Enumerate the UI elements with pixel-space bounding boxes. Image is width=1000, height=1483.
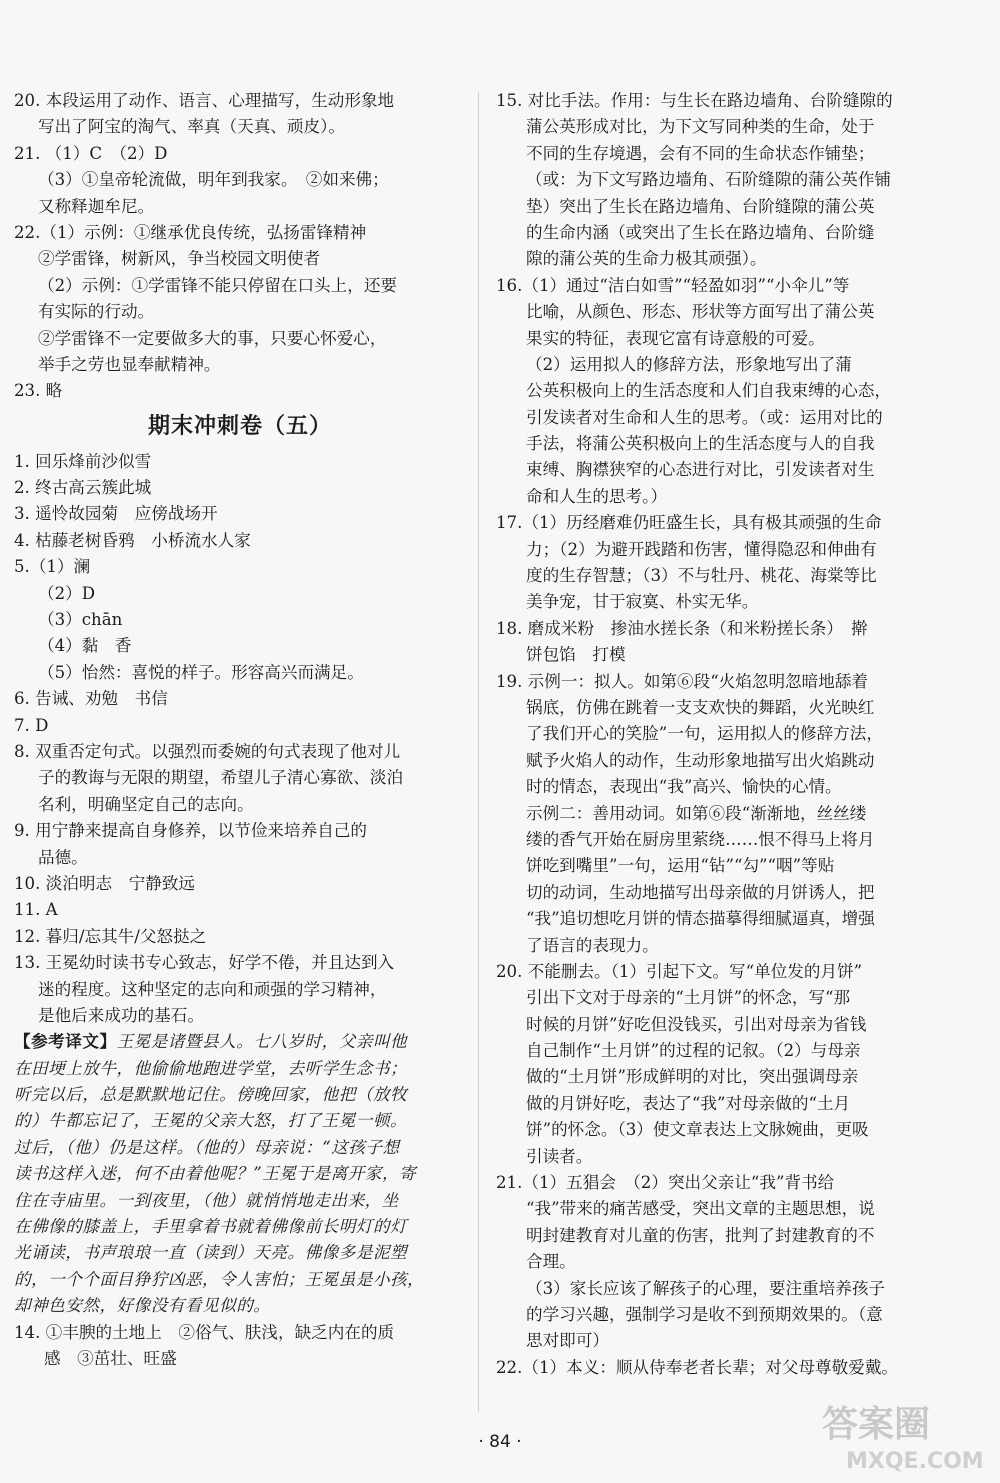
answers-block-prev (14, 88, 466, 405)
answers-block-exam5 (14, 449, 466, 1030)
translation-line: 的，一个个面目狰狞凶恶，令人害怕；王冕虽是小孩， (14, 1269, 425, 1289)
translation-line: 住在寺庙里。一到夜里，（他）就悄悄地走出来，坐 (14, 1190, 399, 1210)
text-line: 饼吃到嘴里”一句，运用“钻”“勾”“咽”等贴 (526, 856, 835, 876)
text-line: 力；（2）为避开践踏和伤害，懂得隐忍和伸曲有 (526, 539, 877, 559)
text-line: 引发读者对生命和人生的思考。（或：运用对比的 (526, 407, 883, 427)
text-line: 自己制作“土月饼”的过程的记叙。（2）与母亲 (526, 1041, 861, 1061)
text-line: 锅底，仿佛在跳着一支支欢快的舞蹈，火光映红 (526, 697, 875, 717)
translation-line: 过后，（他）仍是这样。（他的）母亲说：“这孩子想 (14, 1137, 400, 1157)
text-line: 16.（1）通过“洁白如雪”“轻盈如羽”“小伞儿”等 (496, 275, 850, 295)
text-line: 缕的香气开始在厨房里萦绕……恨不得马上将月 (526, 829, 875, 849)
text-line: 示例二：善用动词。如第⑥段“渐渐地，丝丝缕 (526, 803, 867, 823)
translation-line: 读书这样入迷，何不由着他呢？”王冕于是离开家，寄 (14, 1164, 417, 1184)
text-line: 品德。 (38, 847, 88, 867)
translation-text: 王冕是诸暨县人。七八岁时，父亲叫他 (116, 1032, 408, 1052)
text-line: 20. 本段运用了动作、语言、心理描写，生动形象地 (14, 91, 395, 110)
text-line: “我”带来的痛苦感受，突出文章的主题思想，说 (526, 1199, 875, 1219)
text-line: 束缚、胸襟狭窄的心态进行对比，引发读者对生 (526, 460, 875, 480)
text-line: 7. D (14, 715, 49, 735)
text-line: 果实的特征，表现它富有诗意般的可爱。 (526, 328, 825, 348)
text-line: （2）示例：①学雷锋不能只停留在口头上，还要 (38, 275, 398, 295)
text-line: 了语言的表现力。 (526, 935, 659, 955)
text-line: 是他后来成功的基石。 (38, 1005, 204, 1025)
text-line: 比喻，从颜色、形态、形状等方面写出了蒲公英 (526, 302, 875, 322)
translation-line (14, 1029, 466, 1055)
text-line: 8. 双重否定句式。以强烈而委婉的句式表现了他对儿 (14, 741, 401, 761)
section-title: 期末冲刺卷（五） (147, 413, 332, 439)
text-line: 合理。 (526, 1252, 576, 1272)
text-line: 思对即可） (526, 1331, 609, 1351)
text-line: （2）D (38, 583, 96, 603)
text-line: 赋予火焰人的动作，生动形象地描写出火焰跳动 (526, 750, 875, 770)
text-line: ②学雷锋不一定要做多大的事，只要心怀爱心， (38, 328, 387, 348)
text-line: 18. 磨成米粉 掺油水搓长条（和米粉搓长条） 擀 (496, 618, 868, 638)
translation-line: 在佛像的膝盖上，手里拿着书就着佛像前长明灯的灯 (14, 1217, 408, 1237)
watermark-url: MXQE.COM (846, 1449, 984, 1474)
reference-translation (14, 1029, 466, 1319)
watermark-logo (816, 1392, 992, 1478)
text-line: 美争宠，甘于寂寞、朴实无华。 (526, 592, 759, 612)
text-line: 饼包馅 打模 (526, 645, 626, 665)
text-line: 饼”的怀念。（3）使文章表达上文脉婉曲，更吸 (526, 1120, 869, 1140)
text-line: （5）怡然：喜悦的样子。形容高兴而满足。 (38, 662, 364, 682)
text-line: “我”追切想吃月饼的情态描摹得细腻逼真，增强 (526, 909, 875, 929)
text-line: 度的生存智慧；（3）不与牡丹、桃花、海棠等比 (526, 566, 877, 586)
text-line: 命和人生的思考。） (526, 486, 668, 506)
text-line: 时候的月饼”好吃但没钱买，引出对母亲为省钱 (526, 1014, 867, 1034)
text-line: 2. 终古高云簇此城 (14, 478, 152, 498)
text-line: （2）运用拟人的修辞方法，形象地写出了蒲 (526, 354, 852, 374)
text-line: 的学习兴趣，强制学习是收不到预期效果的。（意 (526, 1304, 883, 1324)
text-line: （3）chān (38, 610, 123, 630)
text-line: 5.（1）澜 (14, 557, 91, 577)
text-line: 子的教诲与无限的期望，希望儿子清心寡欲、淡泊 (38, 768, 404, 788)
text-line: 不同的生存境遇，会有不同的生命状态作铺垫； (526, 143, 875, 163)
text-line: 有实际的行动。 (38, 302, 155, 322)
text-line: 20. 不能删去。（1）引起下文。写“单位发的月饼” (496, 961, 863, 981)
text-line: 的生命内涵（或突出了生长在路边墙角、台阶缝 (526, 222, 875, 242)
text-line: 12. 暮归/忘其牛/父怒挞之 (14, 926, 207, 946)
text-line: 感 ③茁壮、旺盛 (44, 1348, 177, 1368)
left-column (14, 88, 466, 1372)
page-number: · 84 · (478, 1432, 522, 1452)
text-line: 15. 对比手法。作用：与生长在路边墙角、台阶缝隙的 (496, 91, 893, 110)
text-line: 6. 告诫、劝勉 书信 (14, 689, 168, 709)
translation-line: 却神色安然，好像没有看见似的。 (14, 1296, 271, 1316)
text-line: 写出了阿宝的淘气、率真（天真、顽皮）。 (38, 117, 345, 137)
text-line: 21. （1）C （2）D (14, 143, 168, 163)
text-line: 做的月饼好吃，表达了“我”对母亲做的“土月 (526, 1093, 851, 1113)
text-line: 11. A (14, 900, 58, 920)
answers-block-14 (14, 1320, 466, 1373)
translation-line: 听完以后，总是默默地记住。傍晚回家，他把（放牧 (14, 1085, 408, 1105)
text-line: 引读者。 (526, 1146, 593, 1166)
text-line: （或：为下文写路边墙角、石阶缝隙的蒲公英作铺 (526, 170, 892, 190)
text-line: 了我们开心的笑脸”一句，运用拟人的修辞方法， (526, 724, 883, 744)
column-divider (478, 92, 479, 1412)
text-line: （4）黏 香 (38, 636, 132, 656)
text-line: 22.（1）示例：①继承优良传统，弘扬雷锋精神 (14, 222, 367, 242)
text-line: 蒲公英形成对比，为下文写同种类的生命，处于 (526, 117, 875, 137)
text-line: 19. 示例一：拟人。如第⑥段“火焰忽明忽暗地舔着 (496, 671, 869, 691)
translation-line: 在田埂上放牛，他偷偷地跑进学堂，去听学生念书； (14, 1058, 408, 1078)
text-line: 做的“土月饼”形成鲜明的对比，突出强调母亲 (526, 1067, 859, 1087)
text-line: 17.（1）历经磨难仍旺盛生长，具有极其顽强的生命 (496, 513, 882, 533)
text-line: 切的动词，生动地描写出母亲做的月饼诱人，把 (526, 882, 875, 902)
text-line: 举手之劳也显奉献精神。 (38, 354, 221, 374)
text-line: 迷的程度。这种坚定的志向和顽强的学习精神， (38, 979, 387, 999)
text-line: 名利，明确坚定自己的志向。 (38, 794, 254, 814)
text-line: 23. 略 (14, 381, 63, 401)
text-line: 时的情态，表现出“我”高兴、愉快的心情。 (526, 777, 842, 797)
text-line: 10. 淡泊明志 宁静致远 (14, 873, 196, 893)
text-line: 14. ①丰腴的土地上 ②俗气、肤浅，缺乏内在的质 (14, 1322, 395, 1342)
text-line: 21.（1）五猖会 （2）突出父亲让“我”背书给 (496, 1173, 835, 1193)
translation-line: 的）牛都忘记了，王冕的父亲大怒，打了王冕一顿。 (14, 1111, 408, 1131)
text-line: 13. 王冕幼时读书专心致志，好学不倦，并且达到入 (14, 953, 395, 973)
text-line: ②学雷锋，树新风，争当校园文明使者 (38, 249, 321, 269)
text-line: 3. 遥怜故园菊 应傍战场开 (14, 504, 218, 524)
text-line: 垫）突出了生长在路边墙角、台阶缝隙的蒲公英 (526, 196, 875, 216)
translation-line: 光诵读，书声琅琅一直（读到）天亮。佛像多是泥塑 (14, 1243, 408, 1263)
text-line: 公英积极向上的生活态度和人们自我束缚的心态， (526, 381, 892, 401)
text-line: 1. 回乐烽前沙似雪 (14, 451, 152, 471)
text-line: 9. 用宁静来提高自身修养，以节俭来培养自己的 (14, 821, 367, 841)
answers-block-right (496, 88, 968, 1381)
text-line: （3）①皇帝轮流做，明年到我家。 ②如来佛； (38, 170, 389, 190)
text-line: 隙的蒲公英的生命力极其顽强）。 (526, 249, 767, 269)
right-column (496, 88, 968, 1381)
text-line: （3）家长应该了解孩子的心理，要注重培养孩子 (526, 1278, 886, 1298)
text-line: 手法，将蒲公英积极向上的生活态度与人的自我 (526, 434, 875, 454)
text-line: 4. 枯藤老树昏鸦 小桥流水人家 (14, 530, 251, 550)
text-line: 引出下文对于母亲的“土月饼”的怀念，写“那 (526, 988, 851, 1008)
text-line: 22.（1）本义：顺从侍奉老者长辈；对父母尊敬爱戴。 (496, 1357, 899, 1377)
text-line: 又称释迦牟尼。 (38, 196, 155, 216)
watermark-text: 答案圈 (822, 1404, 931, 1445)
translation-label: 【参考译文】 (14, 1032, 117, 1052)
text-line: 明封建教育对儿童的伤害，批判了封建教育的不 (526, 1225, 875, 1245)
